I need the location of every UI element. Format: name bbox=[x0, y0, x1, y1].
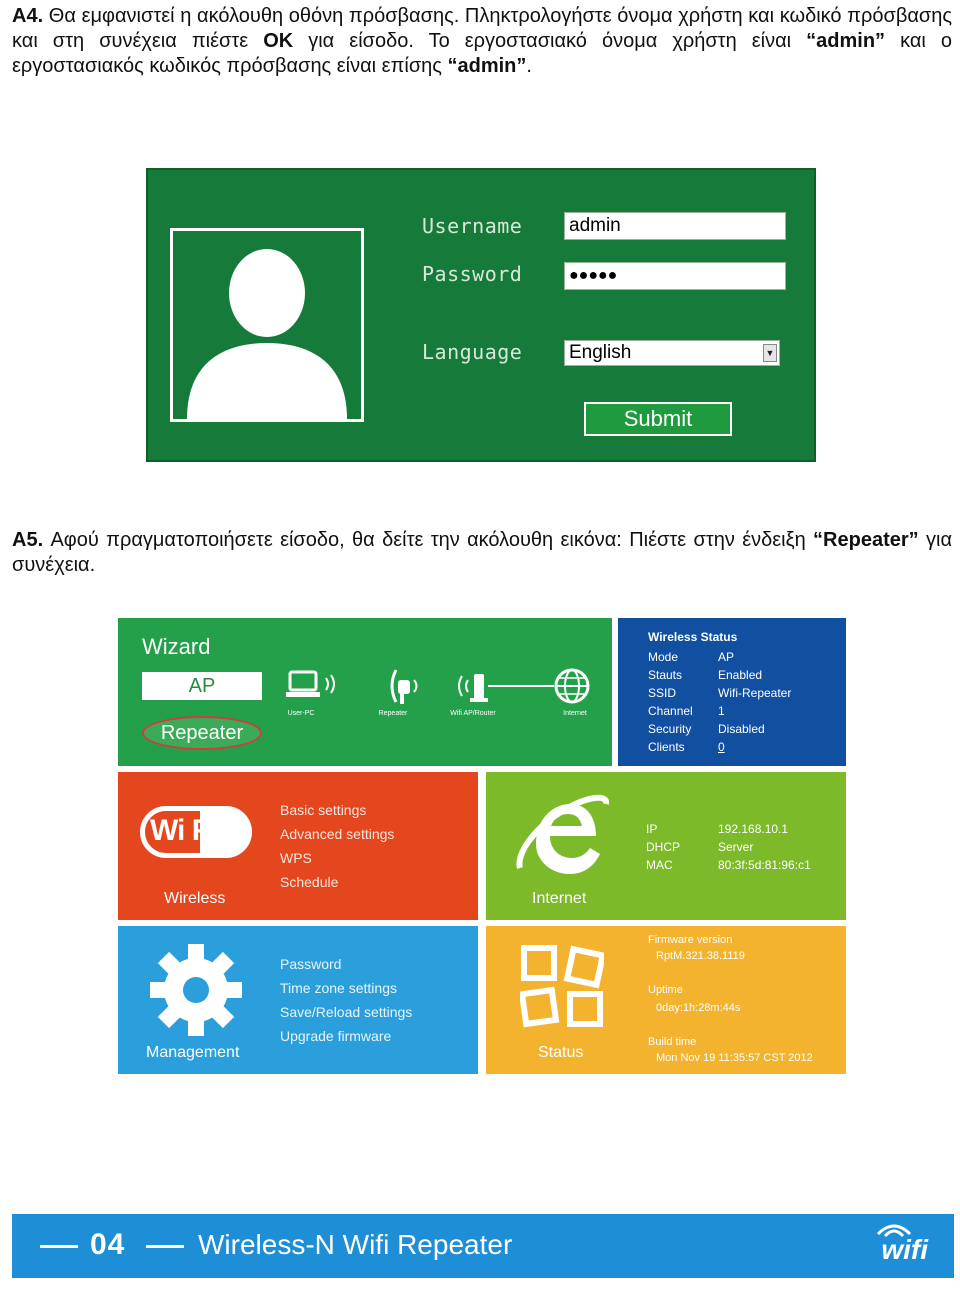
topology-caption: User-PC bbox=[287, 710, 315, 717]
step-a5-label: A5. bbox=[12, 529, 44, 551]
wifi-logo-icon bbox=[140, 806, 252, 858]
footer-dash-left bbox=[40, 1245, 78, 1248]
wireless-status-title: Wireless Status bbox=[648, 630, 738, 644]
submit-button[interactable]: Submit bbox=[584, 402, 732, 436]
status-key: Channel bbox=[648, 704, 693, 718]
status-value: Disabled bbox=[718, 722, 765, 736]
topology-caption: Repeater bbox=[378, 710, 408, 717]
step-a4-text-1: Θα εμφανιστεί η ακόλουθη οθόνη πρόσβασης. Πληκτρολογήστε όνομα χρήστη και κωδικό πρόσβασης και στη συνέχεια πιέστε bbox=[12, 5, 952, 52]
language-label: Language bbox=[422, 340, 523, 364]
firmware-value: RptM.321.38.1119 bbox=[656, 950, 745, 962]
step-a4-label: A4. bbox=[12, 5, 44, 27]
wifi-logo-text: Wi Fi bbox=[150, 814, 217, 847]
internet-value: 192.168.10.1 bbox=[718, 822, 789, 836]
internet-title: Internet bbox=[532, 890, 587, 907]
build-label: Build time bbox=[648, 1036, 697, 1048]
internet-value: Server bbox=[718, 840, 754, 854]
chevron-down-icon[interactable]: ▼ bbox=[763, 344, 777, 362]
step-a5-text-1: Αφού πραγματοποιήσετε είσοδο, θα δείτε την ακόλουθη εικόνα: Πιέστε στην ένδειξη bbox=[43, 529, 814, 551]
repeater-icon bbox=[392, 670, 417, 704]
management-tile[interactable] bbox=[118, 926, 478, 1074]
wireless-title: Wireless bbox=[164, 890, 226, 907]
schedule-link[interactable]: Schedule bbox=[280, 874, 339, 890]
step-a4-paragraph bbox=[12, 4, 952, 79]
status-value: AP bbox=[718, 650, 735, 664]
step-a5-text-2: για συνέχεια. bbox=[12, 529, 953, 576]
advanced-settings-link[interactable]: Advanced settings bbox=[280, 826, 395, 842]
footer-title: Wireless-N Wifi Repeater bbox=[198, 1229, 513, 1260]
status-key: Mode bbox=[648, 650, 679, 664]
step-a4-admin-1: “admin” bbox=[806, 30, 886, 52]
step-a4-admin-2: “admin” bbox=[447, 55, 527, 77]
password-input[interactable]: ●●●●● bbox=[564, 262, 786, 290]
footer-logo: wifi bbox=[881, 1234, 928, 1265]
page-number: 04 bbox=[90, 1228, 126, 1261]
internet-tile[interactable] bbox=[486, 772, 846, 920]
build-value: Mon Nov 19 11:35:57 CST 2012 bbox=[656, 1052, 813, 1064]
basic-settings-link[interactable]: Basic settings bbox=[280, 802, 367, 818]
footer-dash-right bbox=[146, 1245, 184, 1248]
wizard-tile bbox=[118, 618, 612, 766]
internet-key: MAC bbox=[646, 858, 673, 872]
wps-link[interactable]: WPS bbox=[280, 850, 312, 866]
step-a5-paragraph bbox=[12, 528, 952, 578]
step-a4-text-2: για είσοδο. Το εργοστασιακό όνομα χρήστη είναι bbox=[293, 30, 807, 52]
topology-caption: Internet bbox=[563, 710, 587, 717]
password-link[interactable]: Password bbox=[280, 956, 342, 972]
avatar bbox=[170, 228, 364, 422]
step-a5-repeater: “Repeater” bbox=[813, 529, 919, 551]
status-value: Enabled bbox=[718, 668, 763, 682]
status-value: Wifi-Repeater bbox=[718, 686, 792, 700]
step-a4-ok: OK bbox=[263, 30, 294, 52]
time-zone-settings-link[interactable]: Time zone settings bbox=[280, 980, 397, 996]
internet-value: 80:3f:5d:81:96:c1 bbox=[718, 858, 811, 872]
footer-banner bbox=[12, 1214, 954, 1278]
management-title: Management bbox=[146, 1044, 240, 1061]
router-icon bbox=[459, 674, 554, 702]
internet-explorer-icon bbox=[514, 788, 610, 884]
status-key: Security bbox=[648, 722, 692, 736]
step-a4-text-4: . bbox=[526, 55, 532, 77]
wireless-tile[interactable] bbox=[118, 772, 478, 920]
login-panel bbox=[146, 168, 816, 462]
globe-icon bbox=[556, 670, 588, 702]
language-select[interactable] bbox=[564, 340, 780, 366]
wizard-title: Wizard bbox=[142, 634, 211, 659]
status-key: Clients bbox=[648, 740, 685, 754]
internet-key: DHCP bbox=[646, 840, 681, 854]
uptime-value: 0day:1h:28m:44s bbox=[656, 1002, 741, 1014]
status-key: SSID bbox=[648, 686, 677, 700]
status-key: Stauts bbox=[648, 668, 683, 682]
uptime-label: Uptime bbox=[648, 984, 683, 996]
username-label: Username bbox=[422, 214, 523, 238]
status-value: 1 bbox=[718, 704, 725, 718]
upgrade-firmware-link[interactable]: Upgrade firmware bbox=[280, 1028, 392, 1044]
step-a4-text-3: και ο εργοστασιακός κωδικός πρόσβασης είναι επίσης bbox=[12, 30, 953, 77]
firmware-label: Firmware version bbox=[648, 934, 733, 946]
ap-button[interactable]: AP bbox=[142, 672, 262, 700]
password-label: Password bbox=[422, 262, 523, 286]
status-title: Status bbox=[538, 1044, 584, 1061]
user-silhouette-icon bbox=[173, 231, 361, 419]
clients-link[interactable]: 0 bbox=[718, 740, 725, 754]
language-value: English bbox=[569, 342, 632, 363]
topology-icons bbox=[286, 666, 606, 716]
repeater-button[interactable]: Repeater bbox=[142, 716, 262, 750]
laptop-icon bbox=[286, 672, 334, 697]
save-reload-settings-link[interactable]: Save/Reload settings bbox=[280, 1004, 413, 1020]
status-tile[interactable] bbox=[486, 926, 846, 1074]
status-windows-icon bbox=[520, 942, 604, 1030]
wireless-status-tile bbox=[618, 618, 846, 766]
internet-key: IP bbox=[646, 822, 658, 836]
gear-icon bbox=[146, 940, 246, 1040]
topology-caption: Wifi AP/Router bbox=[450, 710, 496, 717]
username-input[interactable]: admin bbox=[564, 212, 786, 240]
